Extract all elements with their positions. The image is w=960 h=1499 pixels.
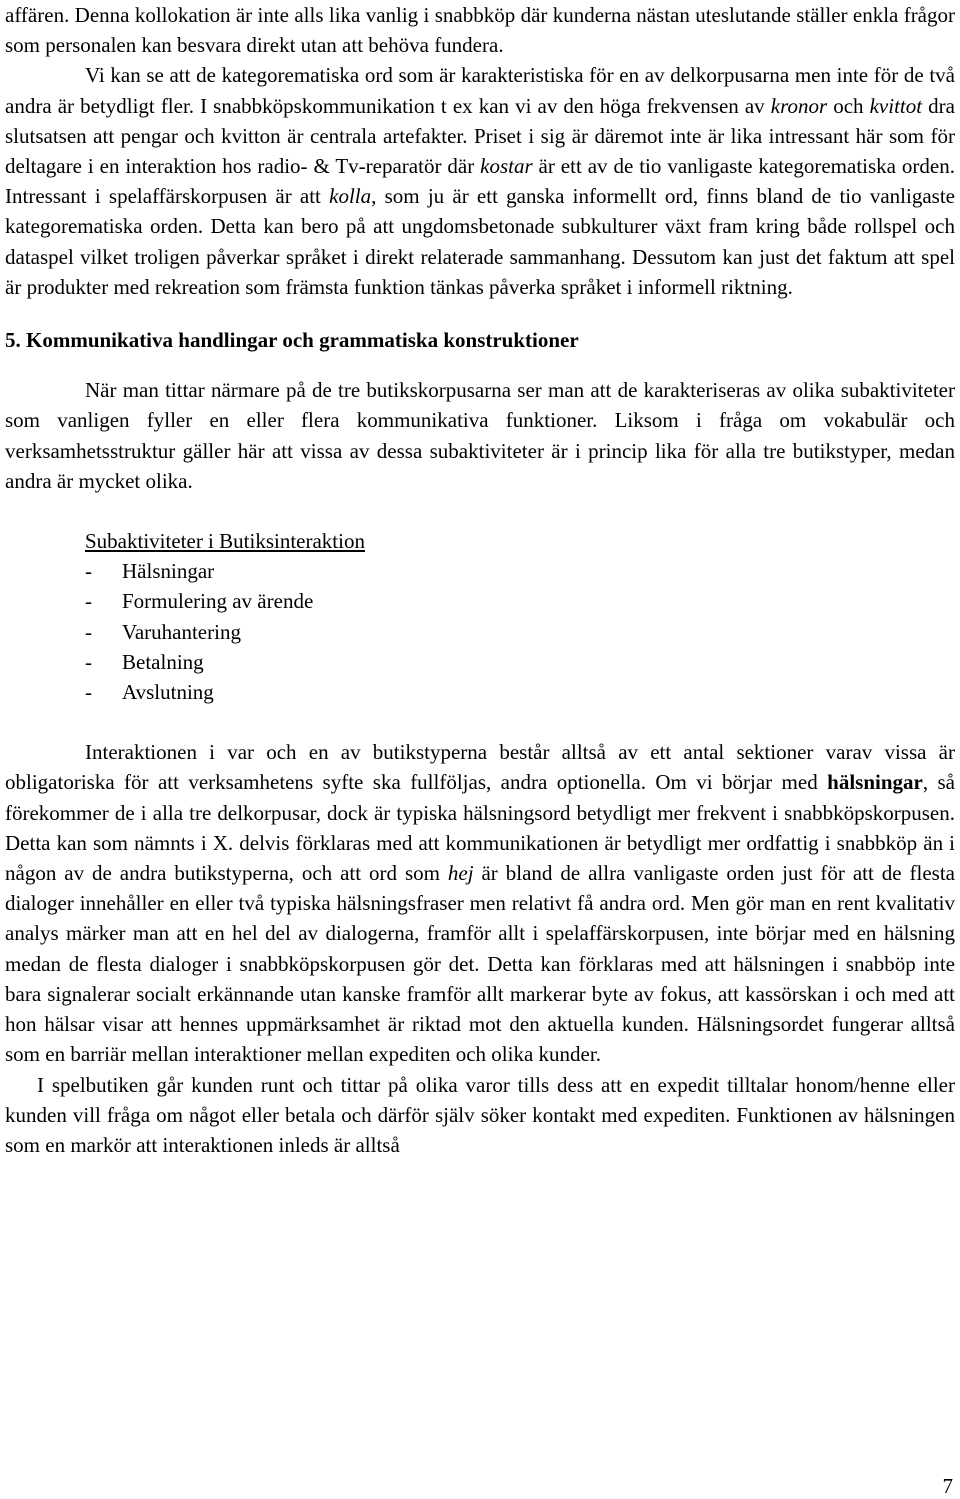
paragraph-subactivities-intro: När man tittar närmare på de tre butikskorpusarna ser man att de karakteriseras av olika subaktiviteter som vanligen fyller en eller flera kommunikativa funktioner. Liksom i fråga om vokabulär och verksamhetsstruktur gäller här att vissa av dessa subaktiviteter är i princip lika för alla tre butikstyper, medan andra är mycket olika. [5,378,955,493]
paragraph-vocabulary: Vi kan se att de kategorematiska ord som är karakteristiska för en av delkorpusarna men inte för de två andra är betydligt fler. I snabbköpskommunikation t ex kan vi av den höga frekvensen av kronor och kvittot dra slutsatsen att pengar och kvitton är centrala artefakter. Priset i sig är däremot inte är lika intressant här som för deltagare i en interaktion hos radio- & Tv-reparatör där kostar är ett av de tio vanligaste kategorematiska orden. Intressant i spelaffärskorpusen är att kolla, som ju är ett ganska informellt ord, finns bland de tio vanligaste kategorematiska orden. Detta kan bero på att ungdomsbetonade subkulturer växt fram kring både rollspel och dataspel vilket troligen påverkar språket i direkt relaterade sammanhang. Dessutom kan just det faktum att spel är produkter med rekreation som främsta funktion tänkas påverka språket i informell riktning. [5,63,955,299]
section-heading: 5. Kommunikativa handlingar och grammatiska konstruktioner [5,328,579,353]
subactivity-list [5,556,955,707]
paragraph-continuation: affären. Denna kollokation är inte alls lika vanlig i snabbköp där kunderna nästan uteslutande ställer enkla frågor som personalen kan besvara direkt utan att behöva fundera. [5,3,955,58]
list-item: - Formulering av ärende [85,589,314,614]
spacer [5,496,955,526]
list-item: - Hälsningar [85,559,215,584]
list-title: Subaktiviteter i Butiksinteraktion [85,529,365,554]
list-item: - Avslutning [85,680,214,705]
list-item: - Betalning [85,649,204,674]
list-item: - Varuhantering [85,619,241,644]
document-page [5,0,955,1160]
paragraph-greetings: Interaktionen i var och en av butikstyperna består alltså av ett antal sektioner varav vissa är obligatoriska för att verksamhetens syfte ska fullföljas, andra optionella. Om vi börjar med hälsningar, så förekommer de i alla tre delkorpusar, dock är typiska hälsningsord betydligt mer frekvent i snabbköpskorpusen. Detta kan som nämnts i X. delvis förklaras med att kommunikationen är betydligt mer ordfattig i snabbköp än i någon av de andra butikstyperna, och att ord som hej är bland de allra vanligaste orden just för att de flesta dialoger innehåller en eller två typiska hälsningsfraser men relativt få andra ord. Men gör man en rent kvalitativ analys märker man att en hel del av dialogerna, framför allt i spelaffärskorpusen, inte börjar med en hälsning medan de flesta dialoger i snabbköpskorpusen gör det. Detta kan förklaras med att hälsningen i snabböp inte bara signalerar socialt erkännande utan kanske framför allt markerar byte av fokus, att kassörskan i och med att hon hälsar visar att hennes uppmärksamhet är riktad mot den aktuella kunden. Hälsningsordet fungerar alltså som en barriär mellan interaktioner mellan expediten och olika kunder. [5,740,955,1067]
paragraph-game-shop: I spelbutiken går kunden runt och tittar på olika varor tills dess att en expedit tilltalar honom/henne eller kunden vill fråga om något eller betala och därför själv söker kontakt med expediten. Funktionen av hälsningen som en markör att interaktionen inleds är alltså [5,1072,955,1157]
spacer [5,707,955,737]
page-number: 7 [942,1474,953,1498]
